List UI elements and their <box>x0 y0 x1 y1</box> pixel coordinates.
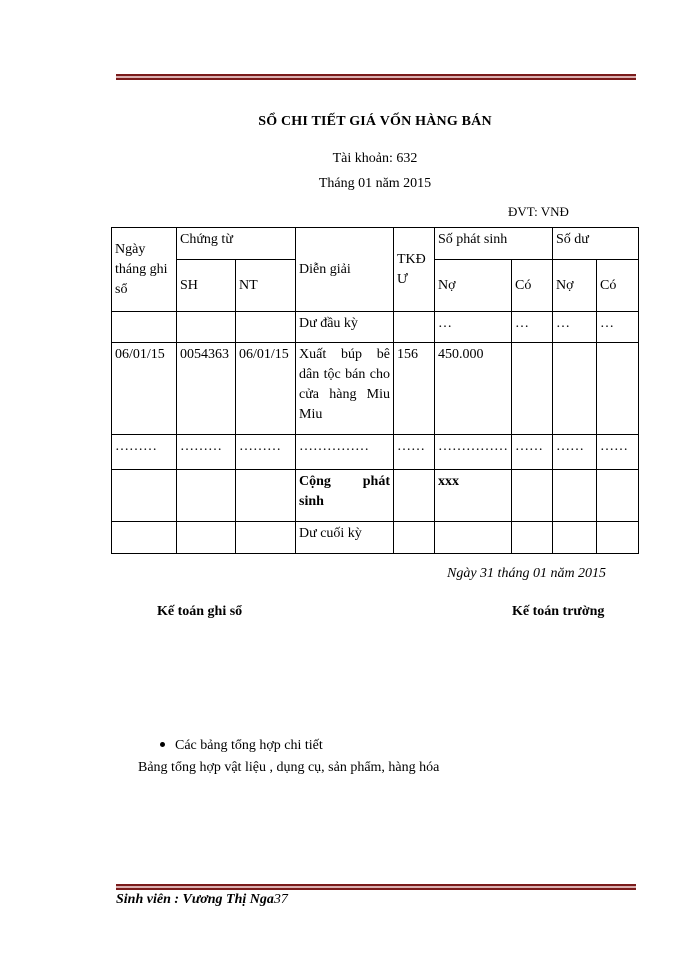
cell-account <box>394 470 435 522</box>
cell-debit: 450.000 <box>435 343 512 435</box>
cell-account: …… <box>394 435 435 470</box>
header-debit-balance: Nợ <box>553 260 597 312</box>
header-credit: Có <box>512 260 553 312</box>
header-description: Diễn giải <box>296 228 394 312</box>
bottom-border-rule <box>116 884 636 890</box>
section-subtitle: Bảng tổng hợp vật liệu , dụng cụ, sản phẩm, hàng hóa <box>138 760 440 775</box>
header-credit-balance: Có <box>597 260 639 312</box>
cell-balance-debit <box>553 343 597 435</box>
table-row <box>112 435 639 470</box>
cell-debit: … <box>435 312 512 343</box>
header-balance: Số dư <box>553 228 639 260</box>
cell-date <box>112 470 177 522</box>
cell-balance-debit: …… <box>553 435 597 470</box>
signature-chief-accountant: Kế toán trường <box>512 604 605 619</box>
cell-date <box>112 522 177 554</box>
table-row <box>112 343 639 435</box>
cell-balance-credit <box>597 470 639 522</box>
ledger-table <box>111 227 639 554</box>
page-number: 37 <box>273 892 288 907</box>
header-voucher: Chứng từ <box>177 228 296 260</box>
cell-balance-credit <box>597 522 639 554</box>
cell-debit: …………… <box>435 435 512 470</box>
cell-debit <box>435 522 512 554</box>
header-nt: NT <box>236 260 296 312</box>
signature-bookkeeper: Kế toán ghi sổ <box>157 604 243 619</box>
cell-account <box>394 522 435 554</box>
table-row <box>112 312 639 343</box>
cell-sh: ……… <box>177 435 236 470</box>
cell-nt <box>236 312 296 343</box>
footer-student: Sinh viên : Vương Thị Nga <box>116 892 274 907</box>
cell-balance-credit: … <box>597 312 639 343</box>
header-debit: Nợ <box>435 260 512 312</box>
currency-unit: ĐVT: VNĐ <box>508 204 569 219</box>
table-row <box>112 470 639 522</box>
cell-description: Dư cuối kỳ <box>296 522 394 554</box>
cell-date: 06/01/15 <box>112 343 177 435</box>
ledger-title: SỔ CHI TIẾT GIÁ VỐN HÀNG BÁN <box>258 114 492 129</box>
cell-nt <box>236 522 296 554</box>
period-line: Tháng 01 năm 2015 <box>318 176 432 191</box>
header-counter-account: TKĐ Ư <box>394 228 435 312</box>
account-line: Tài khoản: 632 <box>332 151 418 166</box>
cell-description: Xuất búp bê dân tộc bán cho cửa hàng Miu Miu <box>296 343 394 435</box>
cell-sh <box>177 470 236 522</box>
signature-date: Ngày 31 tháng 01 năm 2015 <box>447 566 607 581</box>
cell-account: 156 <box>394 343 435 435</box>
cell-balance-credit <box>597 343 639 435</box>
cell-credit: …… <box>512 435 553 470</box>
cell-nt: 06/01/15 <box>236 343 296 435</box>
top-border-rule <box>116 74 636 80</box>
header-date: Ngày tháng ghi sổ <box>112 228 177 312</box>
cell-nt: ……… <box>236 435 296 470</box>
cell-date <box>112 312 177 343</box>
bullet-item <box>160 738 323 754</box>
bullet-icon <box>160 742 165 747</box>
cell-balance-debit <box>553 522 597 554</box>
table-row <box>112 522 639 554</box>
cell-nt <box>236 470 296 522</box>
cell-balance-credit: …… <box>597 435 639 470</box>
cell-credit <box>512 522 553 554</box>
cell-sh <box>177 312 236 343</box>
cell-sh <box>177 522 236 554</box>
cell-balance-debit: … <box>553 312 597 343</box>
bullet-text: Các bảng tổng hợp chi tiết <box>175 738 323 753</box>
cell-balance-debit <box>553 470 597 522</box>
cell-description: Cộng phát sinh <box>296 470 394 522</box>
cell-debit: xxx <box>435 470 512 522</box>
header-sh: SH <box>177 260 236 312</box>
cell-account <box>394 312 435 343</box>
cell-credit <box>512 470 553 522</box>
footer <box>116 892 288 908</box>
cell-sh: 0054363 <box>177 343 236 435</box>
cell-credit: … <box>512 312 553 343</box>
cell-description: …………… <box>296 435 394 470</box>
header-arising: Số phát sinh <box>435 228 553 260</box>
cell-description: Dư đầu kỳ <box>296 312 394 343</box>
cell-date: ……… <box>112 435 177 470</box>
cell-credit <box>512 343 553 435</box>
